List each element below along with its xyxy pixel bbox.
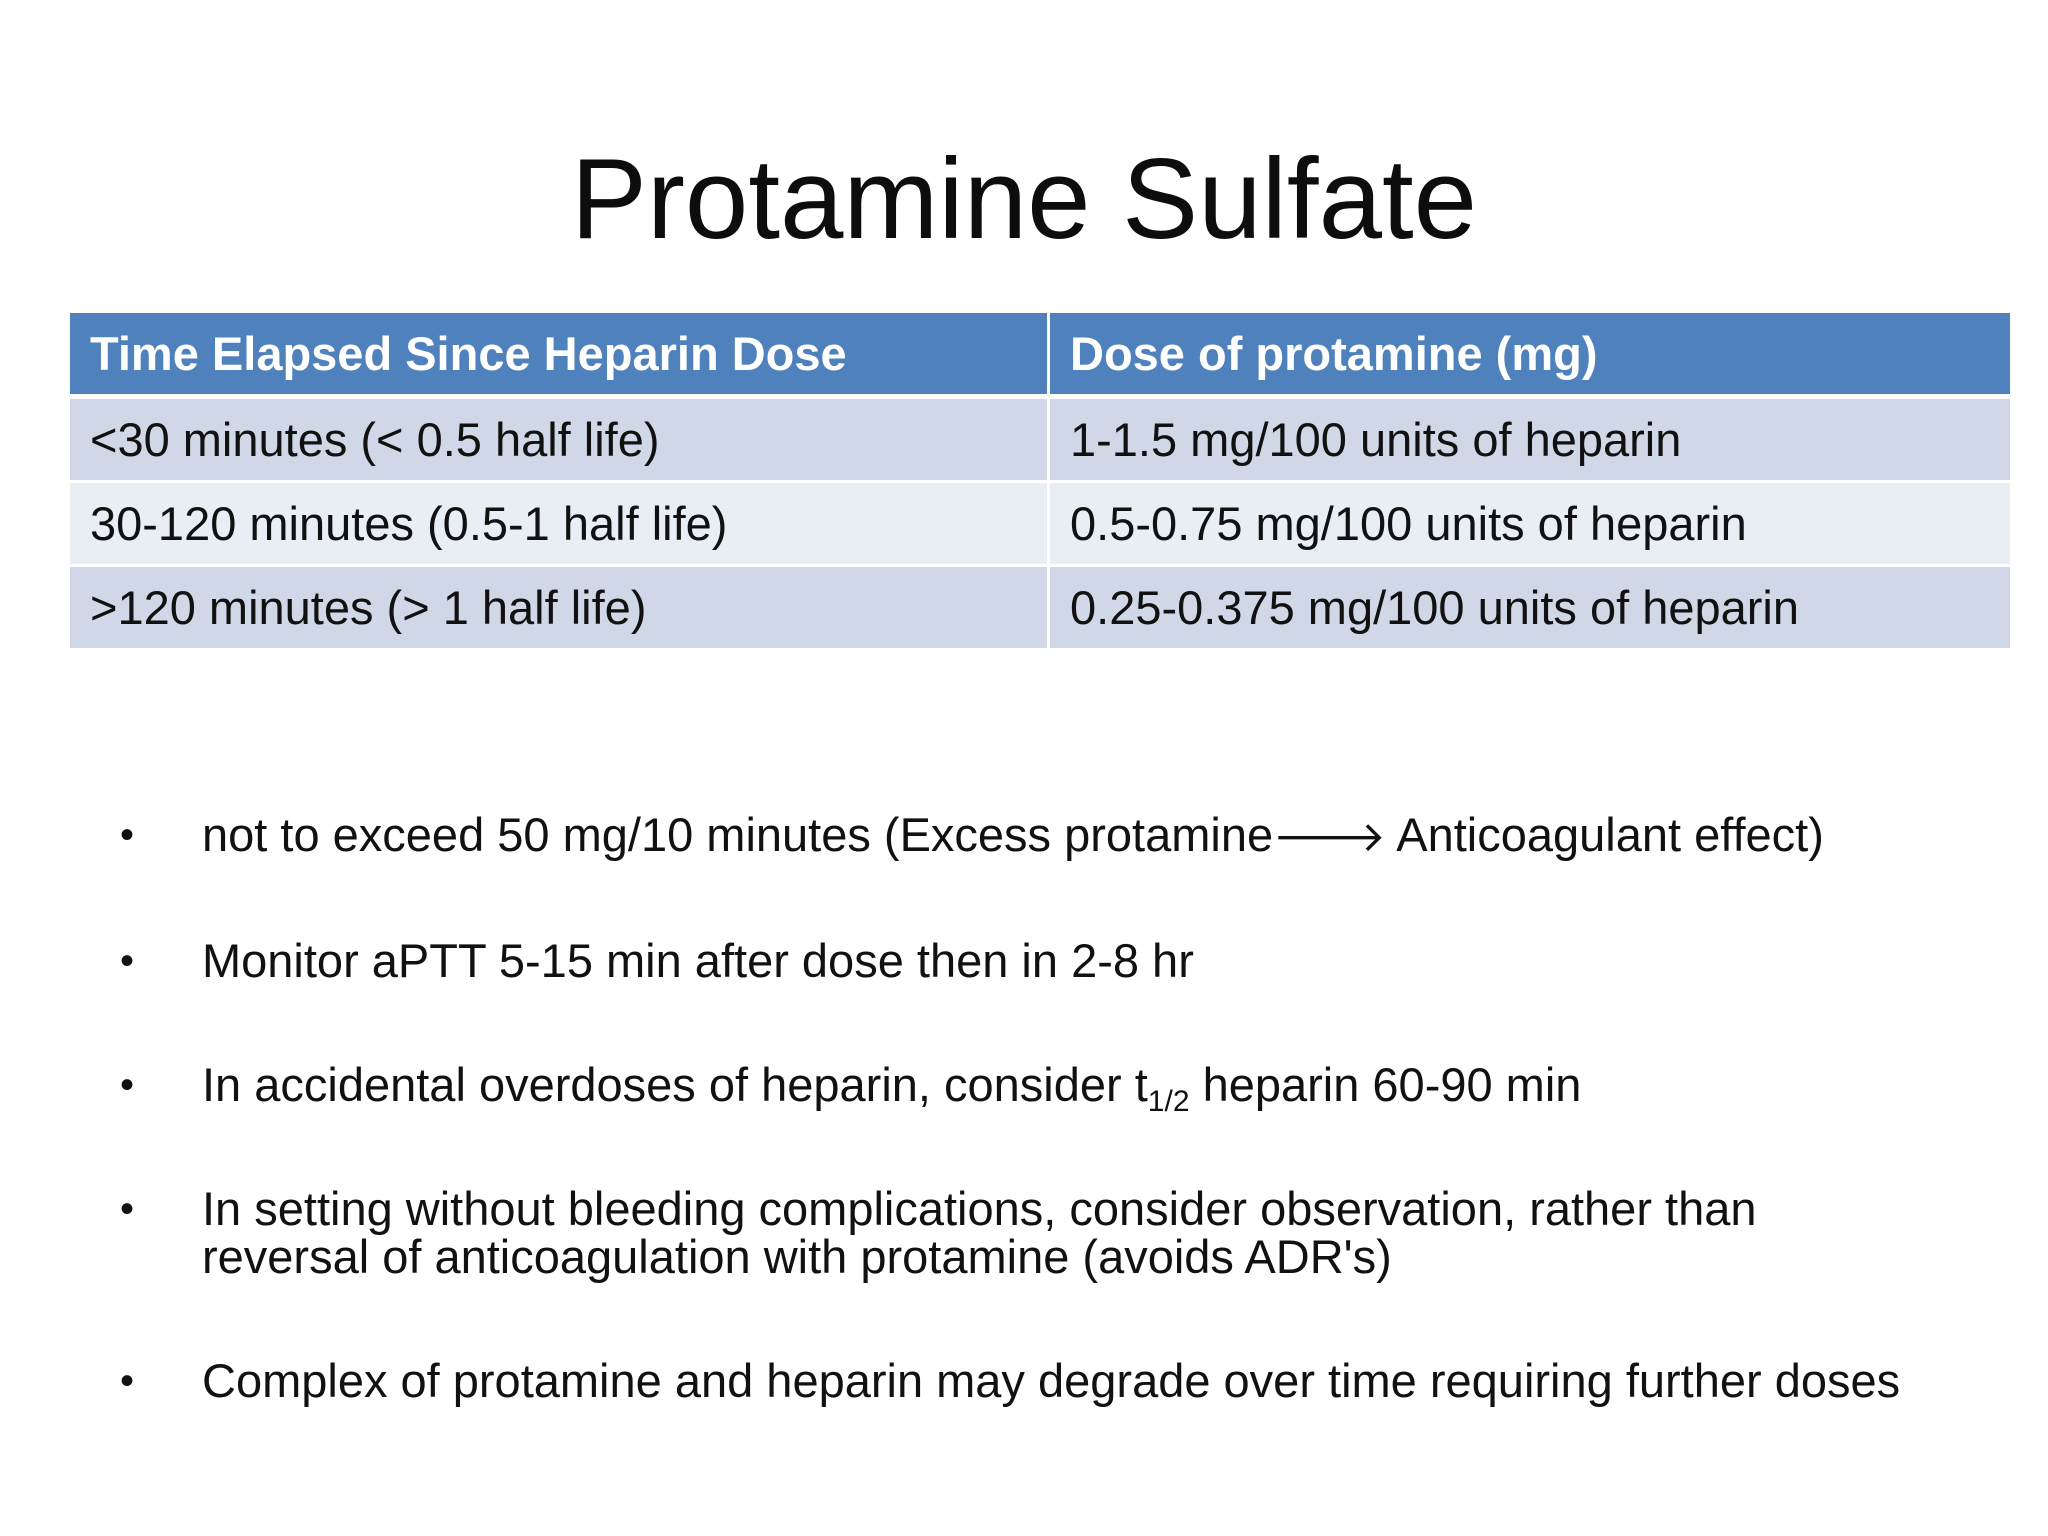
time-cell: <30 minutes (< 0.5 half life) (70, 399, 1050, 483)
half-life-subscript: 1/2 (1147, 1085, 1190, 1118)
bullet-text: Complex of protamine and heparin may degrade over time requiring further doses (202, 1354, 1901, 1407)
bullet-text: not to exceed 50 mg/10 minutes (Excess protamine (202, 808, 1274, 861)
bullet-text-line-2: reversal of anticoagulation with protamine (avoids ADR's) (202, 1230, 1392, 1283)
bullet-text: Monitor aPTT 5-15 min after dose then in 2-8 hr (202, 934, 1194, 987)
table-row (70, 567, 2010, 651)
bullet-text: Anticoagulant effect) (1385, 808, 1824, 861)
dose-cell: 0.25-0.375 mg/100 units of heparin (1050, 567, 2010, 651)
bullet-item (120, 934, 2000, 987)
bullet-marker: • (120, 1063, 135, 1107)
bullet-item (120, 1354, 2000, 1407)
slide-title: Protamine Sulfate (570, 136, 1478, 263)
bullet-list (120, 800, 2000, 1405)
table-row (70, 399, 2010, 483)
bullet-marker: • (120, 939, 135, 983)
bullet-marker: • (120, 1359, 135, 1403)
arrow-icon: 🡒 (1273, 812, 1386, 861)
bullet-marker: • (120, 813, 135, 857)
bullet-text: heparin 60-90 min (1189, 1058, 1582, 1111)
dosing-table (70, 313, 2010, 651)
bullet-item (120, 808, 2000, 861)
dose-cell: 1-1.5 mg/100 units of heparin (1050, 399, 2010, 483)
time-cell: 30-120 minutes (0.5-1 half life) (70, 483, 1050, 567)
header-protamine-dose: Dose of protamine (mg) (1050, 313, 2010, 399)
bullet-text-line-1: In setting without bleeding complications, consider observation, rather than (202, 1182, 1757, 1235)
bullet-text: In accidental overdoses of heparin, consider t (202, 1058, 1148, 1111)
time-cell: >120 minutes (> 1 half life) (70, 567, 1050, 651)
bullet-item (120, 1182, 2000, 1283)
table-header-row (70, 313, 2010, 399)
bullet-item (120, 1058, 2000, 1118)
header-time-elapsed: Time Elapsed Since Heparin Dose (70, 313, 1050, 399)
bullet-marker: • (120, 1187, 135, 1231)
table-row (70, 483, 2010, 567)
dose-cell: 0.5-0.75 mg/100 units of heparin (1050, 483, 2010, 567)
